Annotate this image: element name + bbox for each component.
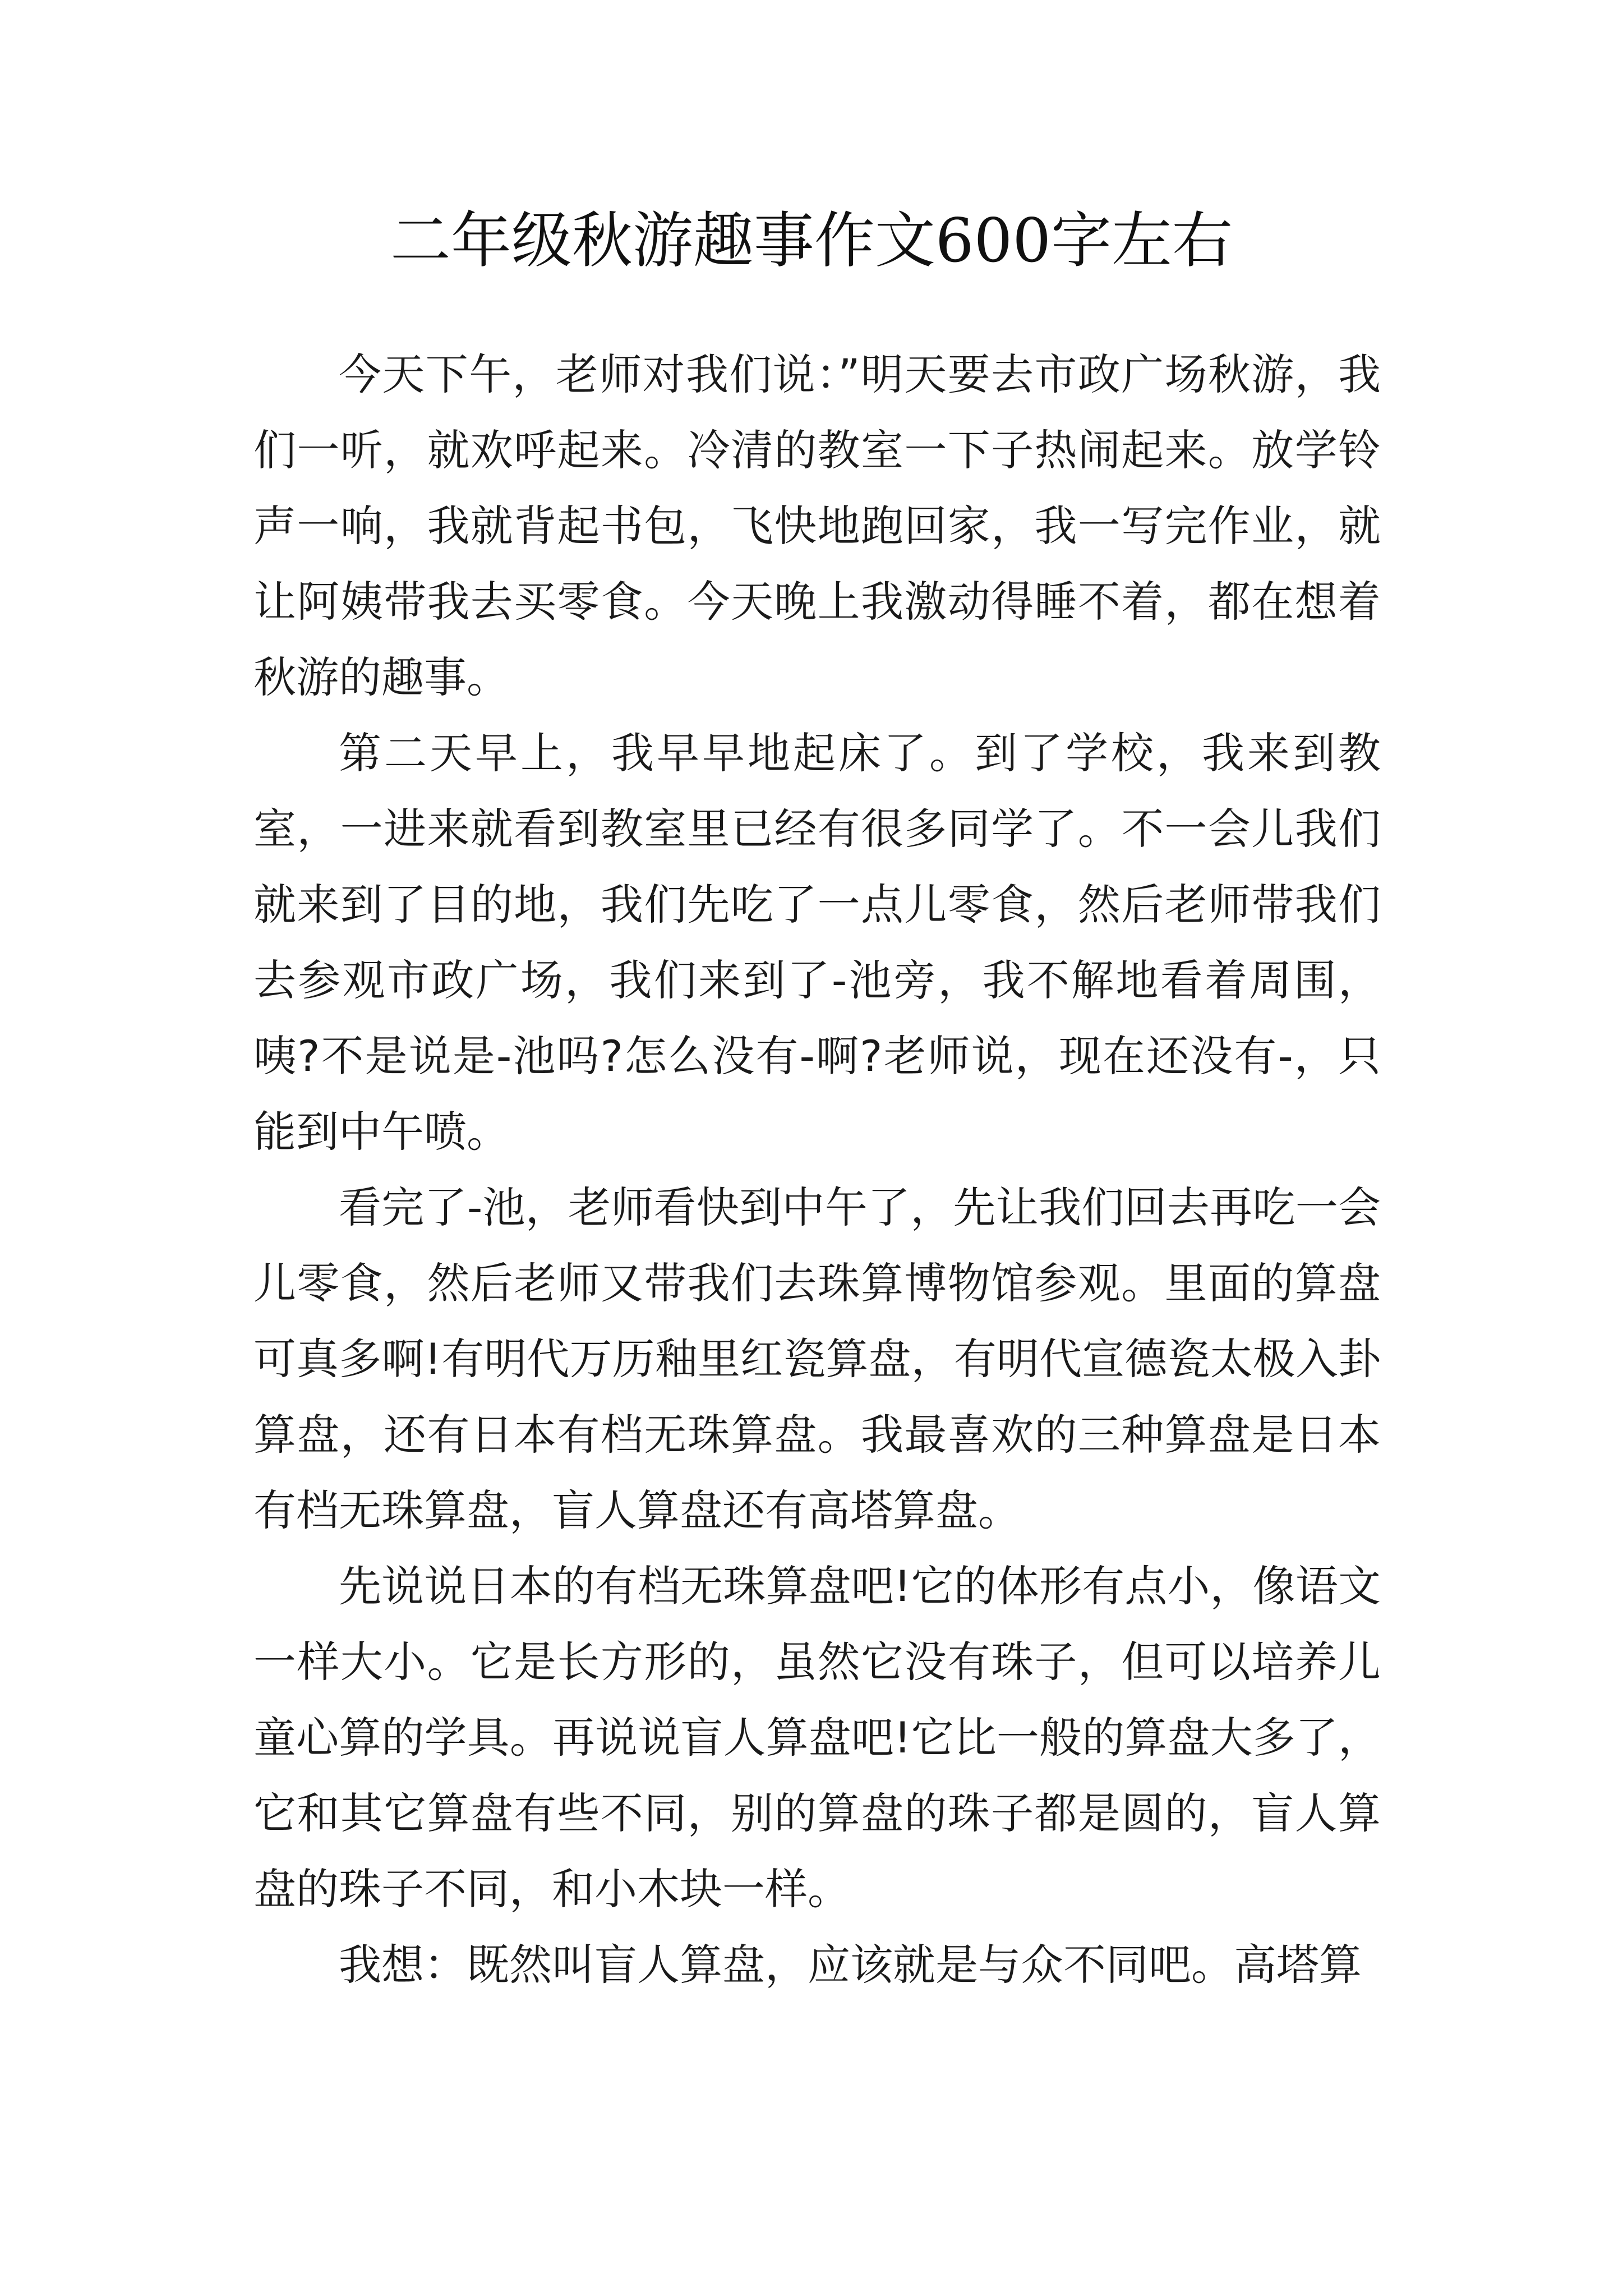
paragraph: 第二天早上，我早早地起床了。到了学校，我来到教室，一进来就看到教室里已经有很多同学了。不一会儿我们就来到了目的地，我们先吃了一点儿零食，然后老师带我们去参观市政广场，我们来到了-池旁，我不解地看着周围，咦?不是说是-池吗?怎么没有-啊?老师说，现在还没有-，只能到中午喷。: [253, 728, 1381, 1157]
paragraph: 我想：既然叫盲人算盘，应该就是与众不同吧。高塔算: [339, 1940, 1362, 1990]
paragraph: 看完了-池，老师看快到中午了，先让我们回去再吃一会儿零食，然后老师又带我们去珠算博物馆参观。里面的算盘可真多啊!有明代万历釉里红瓷算盘，有明代宣德瓷太极入卦算盘，还有日本有档无珠算盘。我最喜欢的三种算盘是日本有档无珠算盘，盲人算盘还有高塔算盘。: [253, 1182, 1381, 1535]
document-body: [253, 337, 1381, 2003]
paragraph: 先说说日本的有档无珠算盘吧!它的体形有点小，像语文一样大小。它是长方形的，虽然它没有珠子，但可以培养儿童心算的学具。再说说盲人算盘吧!它比一般的算盘大多了，它和其它算盘有些不同，别的算盘的珠子都是圆的，盲人算盘的珠子不同，和小木块一样。: [253, 1561, 1381, 1914]
document-title: 二年级秋游趣事作文600字左右: [390, 206, 1233, 276]
paragraph: 今天下午，老师对我们说：”明天要去市政广场秋游，我们一听，就欢呼起来。冷清的教室一下子热闹起来。放学铃声一响，我就背起书包，飞快地跑回家，我一写完作业，就让阿姨带我去买零食。今天晚上我激动得睡不着，都在想着秋游的趣事。: [253, 349, 1381, 702]
